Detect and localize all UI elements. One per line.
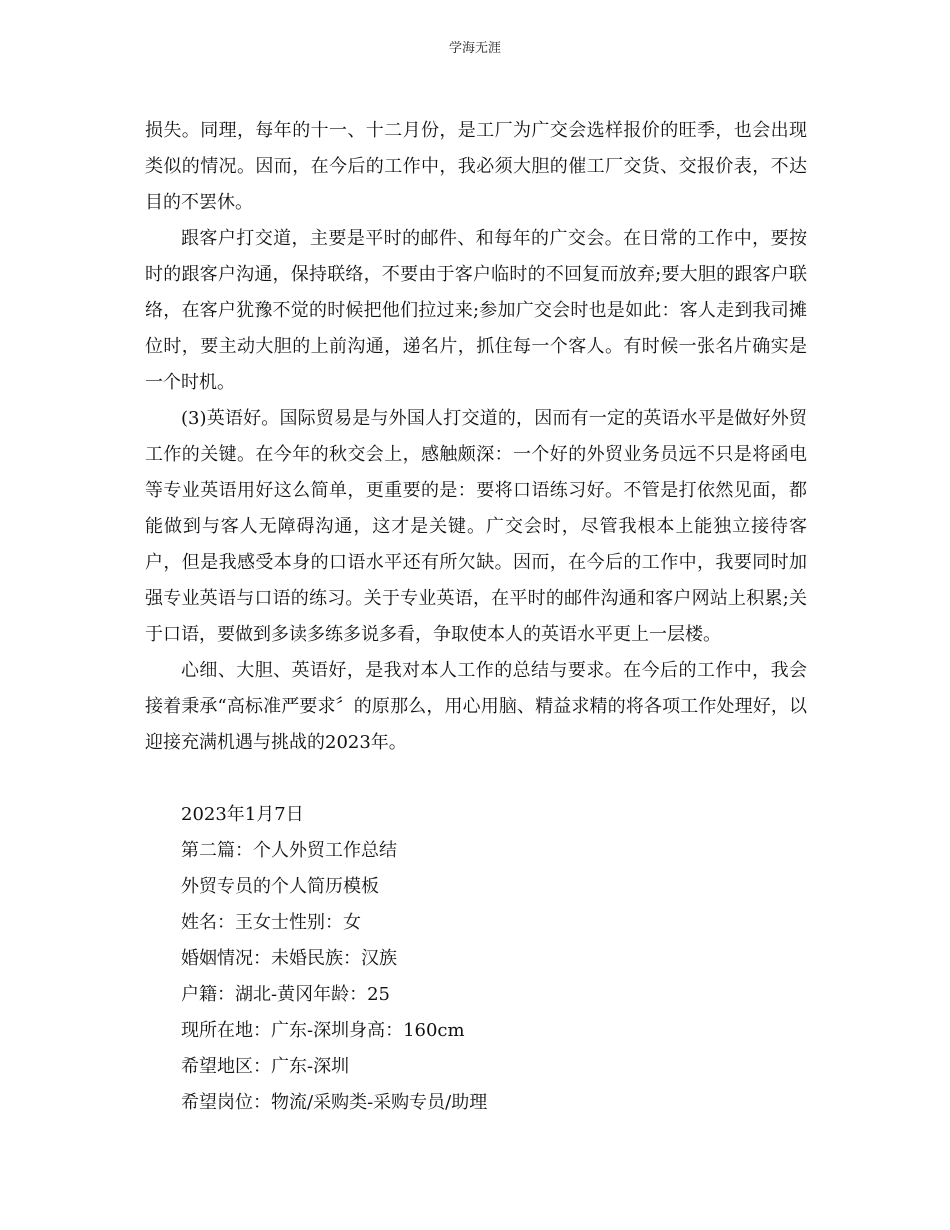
resume-title: 外贸专员的个人简历模板 <box>181 876 379 897</box>
section-title: 第二篇：个人外贸工作总结 <box>181 840 397 861</box>
date-line: 2023年1月7日 <box>181 804 304 825</box>
resume-name-gender: 姓名：王女士性别：女 <box>181 912 361 933</box>
body-text <box>145 113 807 761</box>
resume-desired-region: 希望地区：广东-深圳 <box>181 1056 350 1077</box>
paragraph-summary: 心细、大胆、英语好，是我对本人工作的总结与要求。在今后的工作中，我会接着秉承“高标准严要求〞的原那么，用心用脑、精益求精的将各项工作处理好，以迎接充满机遇与挑战的2023年。 <box>145 660 807 753</box>
resume-hukou-age: 户籍：湖北-黄冈年龄：25 <box>181 984 390 1005</box>
resume-location-height: 现所在地：广东-深圳身高：160cm <box>181 1020 465 1041</box>
paragraph-english-skills: (3)英语好。国际贸易是与外国人打交道的，因而有一定的英语水平是做好外贸工作的关键。在今年的秋交会上，感触颇深：一个好的外贸业务员远不只是将函电等专业英语用好这么简单，更重要的是：要将口语练习好。不管是打依然见面，都能做到与客人无障碍沟通，这才是关键。广交会时，尽管我根本上能独立接待客户，但是我感受本身的口语水平还有所欠缺。因而，在今后的工作中，我要同时加强专业英语与口语的练习。关于专业英语，在平时的邮件沟通和客户网站上积累;关于口语，要做到多读多练多说多看，争取使本人的英语水平更上一层楼。 <box>145 408 807 645</box>
paragraph-client-relations: 跟客户打交道，主要是平时的邮件、和每年的广交会。在日常的工作中，要按时的跟客户沟通，保持联络，不要由于客户临时的不回复而放弃;要大胆的跟客户联络，在客户犹豫不觉的时候把他们拉过来;参加广交会时也是如此：客人走到我司摊位时，要主动大胆的上前沟通，递名片，抓住每一个客人。有时候一张名片确实是一个时机。 <box>145 228 807 393</box>
paragraph-continuation: 损失。同理，每年的十一、十二月份，是工厂为广交会选样报价的旺季，也会出现类似的情况。因而，在今后的工作中，我必须大胆的催工厂交货、交报价表，不达目的不罢休。 <box>145 120 807 213</box>
page-header: 学海无涯 <box>448 41 501 56</box>
resume-desired-position: 希望岗位：物流/采购类-采购专员/助理 <box>181 1092 488 1113</box>
resume-marital-ethnicity: 婚姻情况：未婚民族：汉族 <box>181 948 397 969</box>
